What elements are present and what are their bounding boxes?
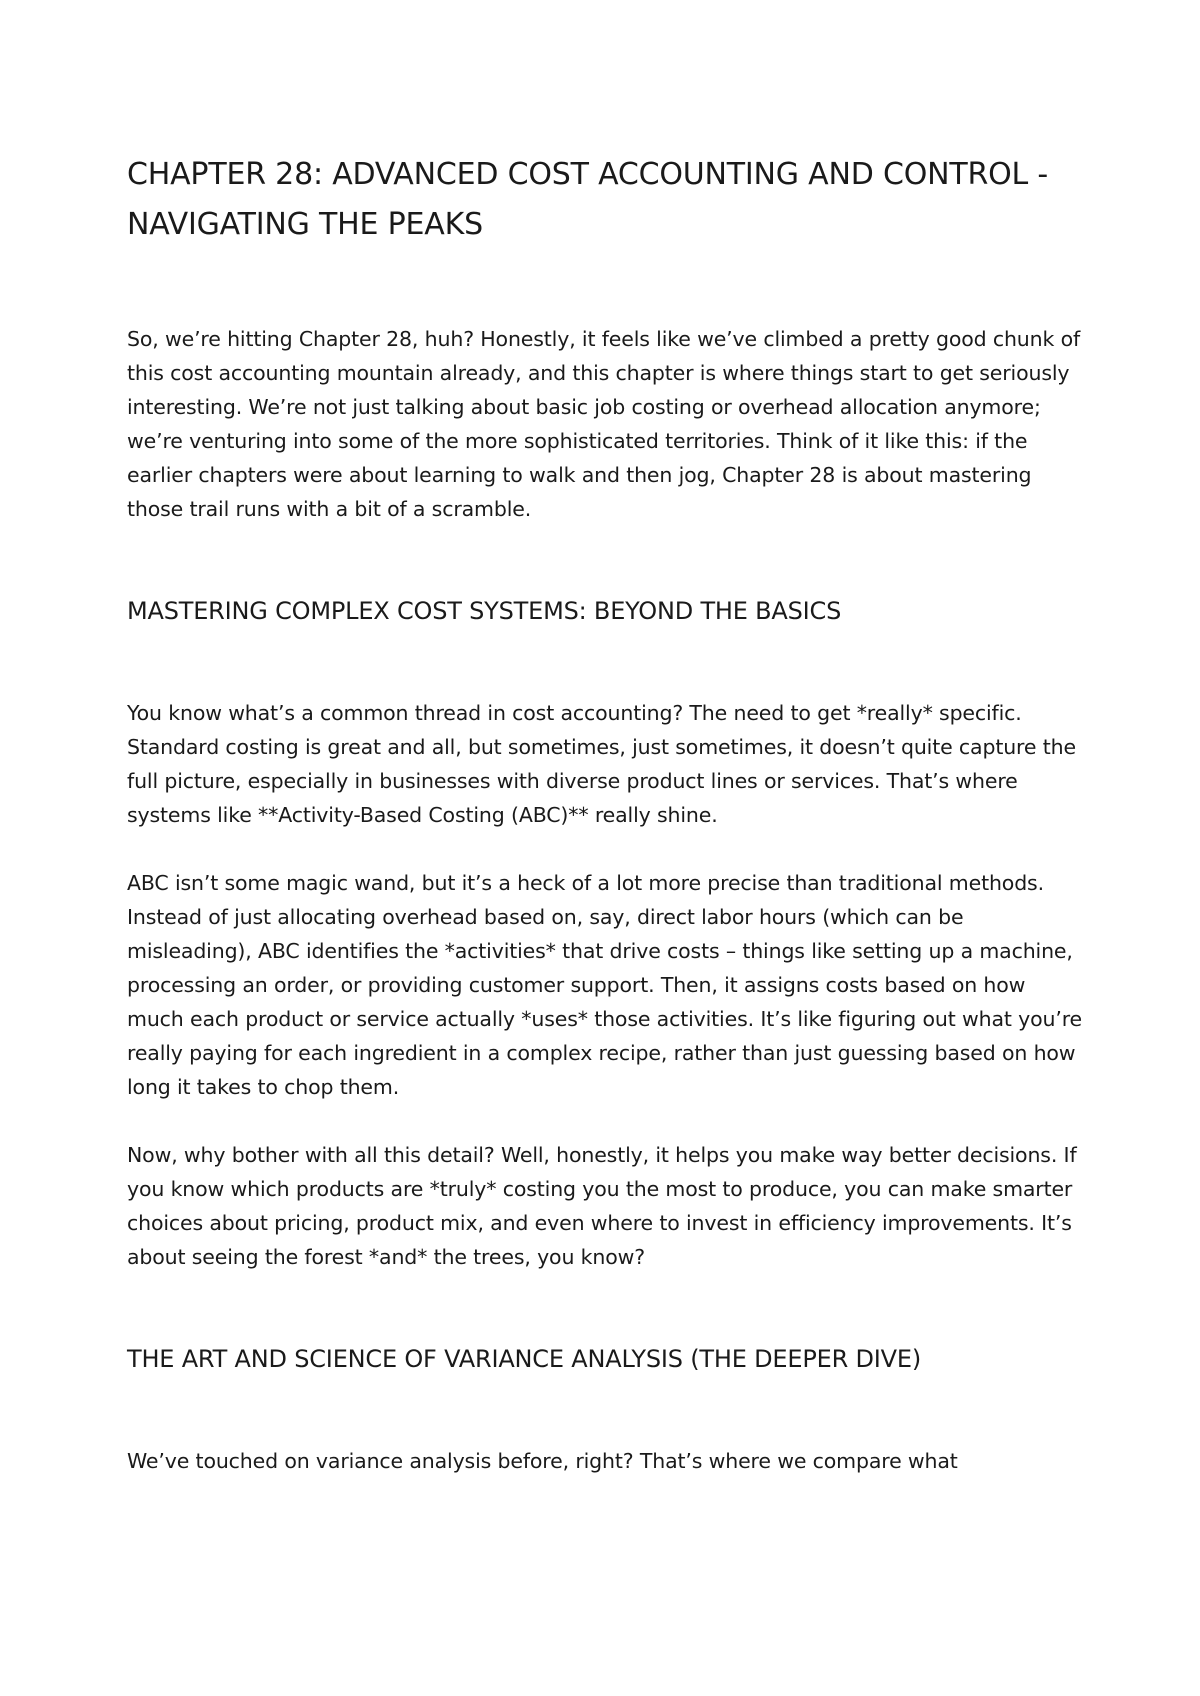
chapter-title: CHAPTER 28: ADVANCED COST ACCOUNTING AND CONTROL - NAVIGATING THE PEAKS [127, 157, 1049, 242]
spacer [127, 526, 1087, 594]
spacer [127, 628, 1087, 696]
spacer [127, 1104, 1087, 1138]
paragraph: We’ve touched on variance analysis before, right? That’s where we compare what [127, 1449, 958, 1473]
spacer [127, 1274, 1087, 1342]
paragraph: ABC isn’t some magic wand, but it’s a heck of a lot more precise than traditional methods. Instead of just allocating overhead based on, say, direct labor hours (which can be misleading), ABC identifies the *activities* that drive costs – things like setting up a machine, processing an order, or providing customer support. Then, it assigns costs based on how much each product or service actually *uses* those activities. It’s like figuring out what you’re really paying for each ingredient in a complex recipe, rather than just guessing based on how long it takes to chop them. [127, 871, 1082, 1099]
section-heading-cost-systems: MASTERING COMPLEX COST SYSTEMS: BEYOND THE BASICS [127, 597, 842, 625]
paragraph: You know what’s a common thread in cost accounting? The need to get *really* specific. Standard costing is great and all, but sometimes, just sometimes, it doesn’t quite capture the full picture, especially in businesses with diverse product lines or services. That’s where systems like **Activity-Based Costing (ABC)** really shine. [127, 701, 1076, 827]
paragraph: Now, why bother with all this detail? Well, honestly, it helps you make way better decisions. If you know which products are *truly* costing you the most to produce, you can make smarter choices about pricing, product mix, and even where to invest in efficiency improvements. It’s about seeing the forest *and* the trees, you know? [127, 1143, 1077, 1269]
spacer [127, 250, 1087, 322]
spacer [127, 832, 1087, 866]
section-heading-variance-analysis: THE ART AND SCIENCE OF VARIANCE ANALYSIS (THE DEEPER DIVE) [127, 1345, 921, 1373]
document-page [127, 150, 1087, 1478]
spacer [127, 1376, 1087, 1444]
intro-paragraph: So, we’re hitting Chapter 28, huh? Honestly, it feels like we’ve climbed a pretty good chunk of this cost accounting mountain already, and this chapter is where things start to get seriously interesting. We’re not just talking about basic job costing or overhead allocation anymore; we’re venturing into some of the more sophisticated territories. Think of it like this: if the earlier chapters were about learning to walk and then jog, Chapter 28 is about mastering those trail runs with a bit of a scramble. [127, 327, 1081, 521]
